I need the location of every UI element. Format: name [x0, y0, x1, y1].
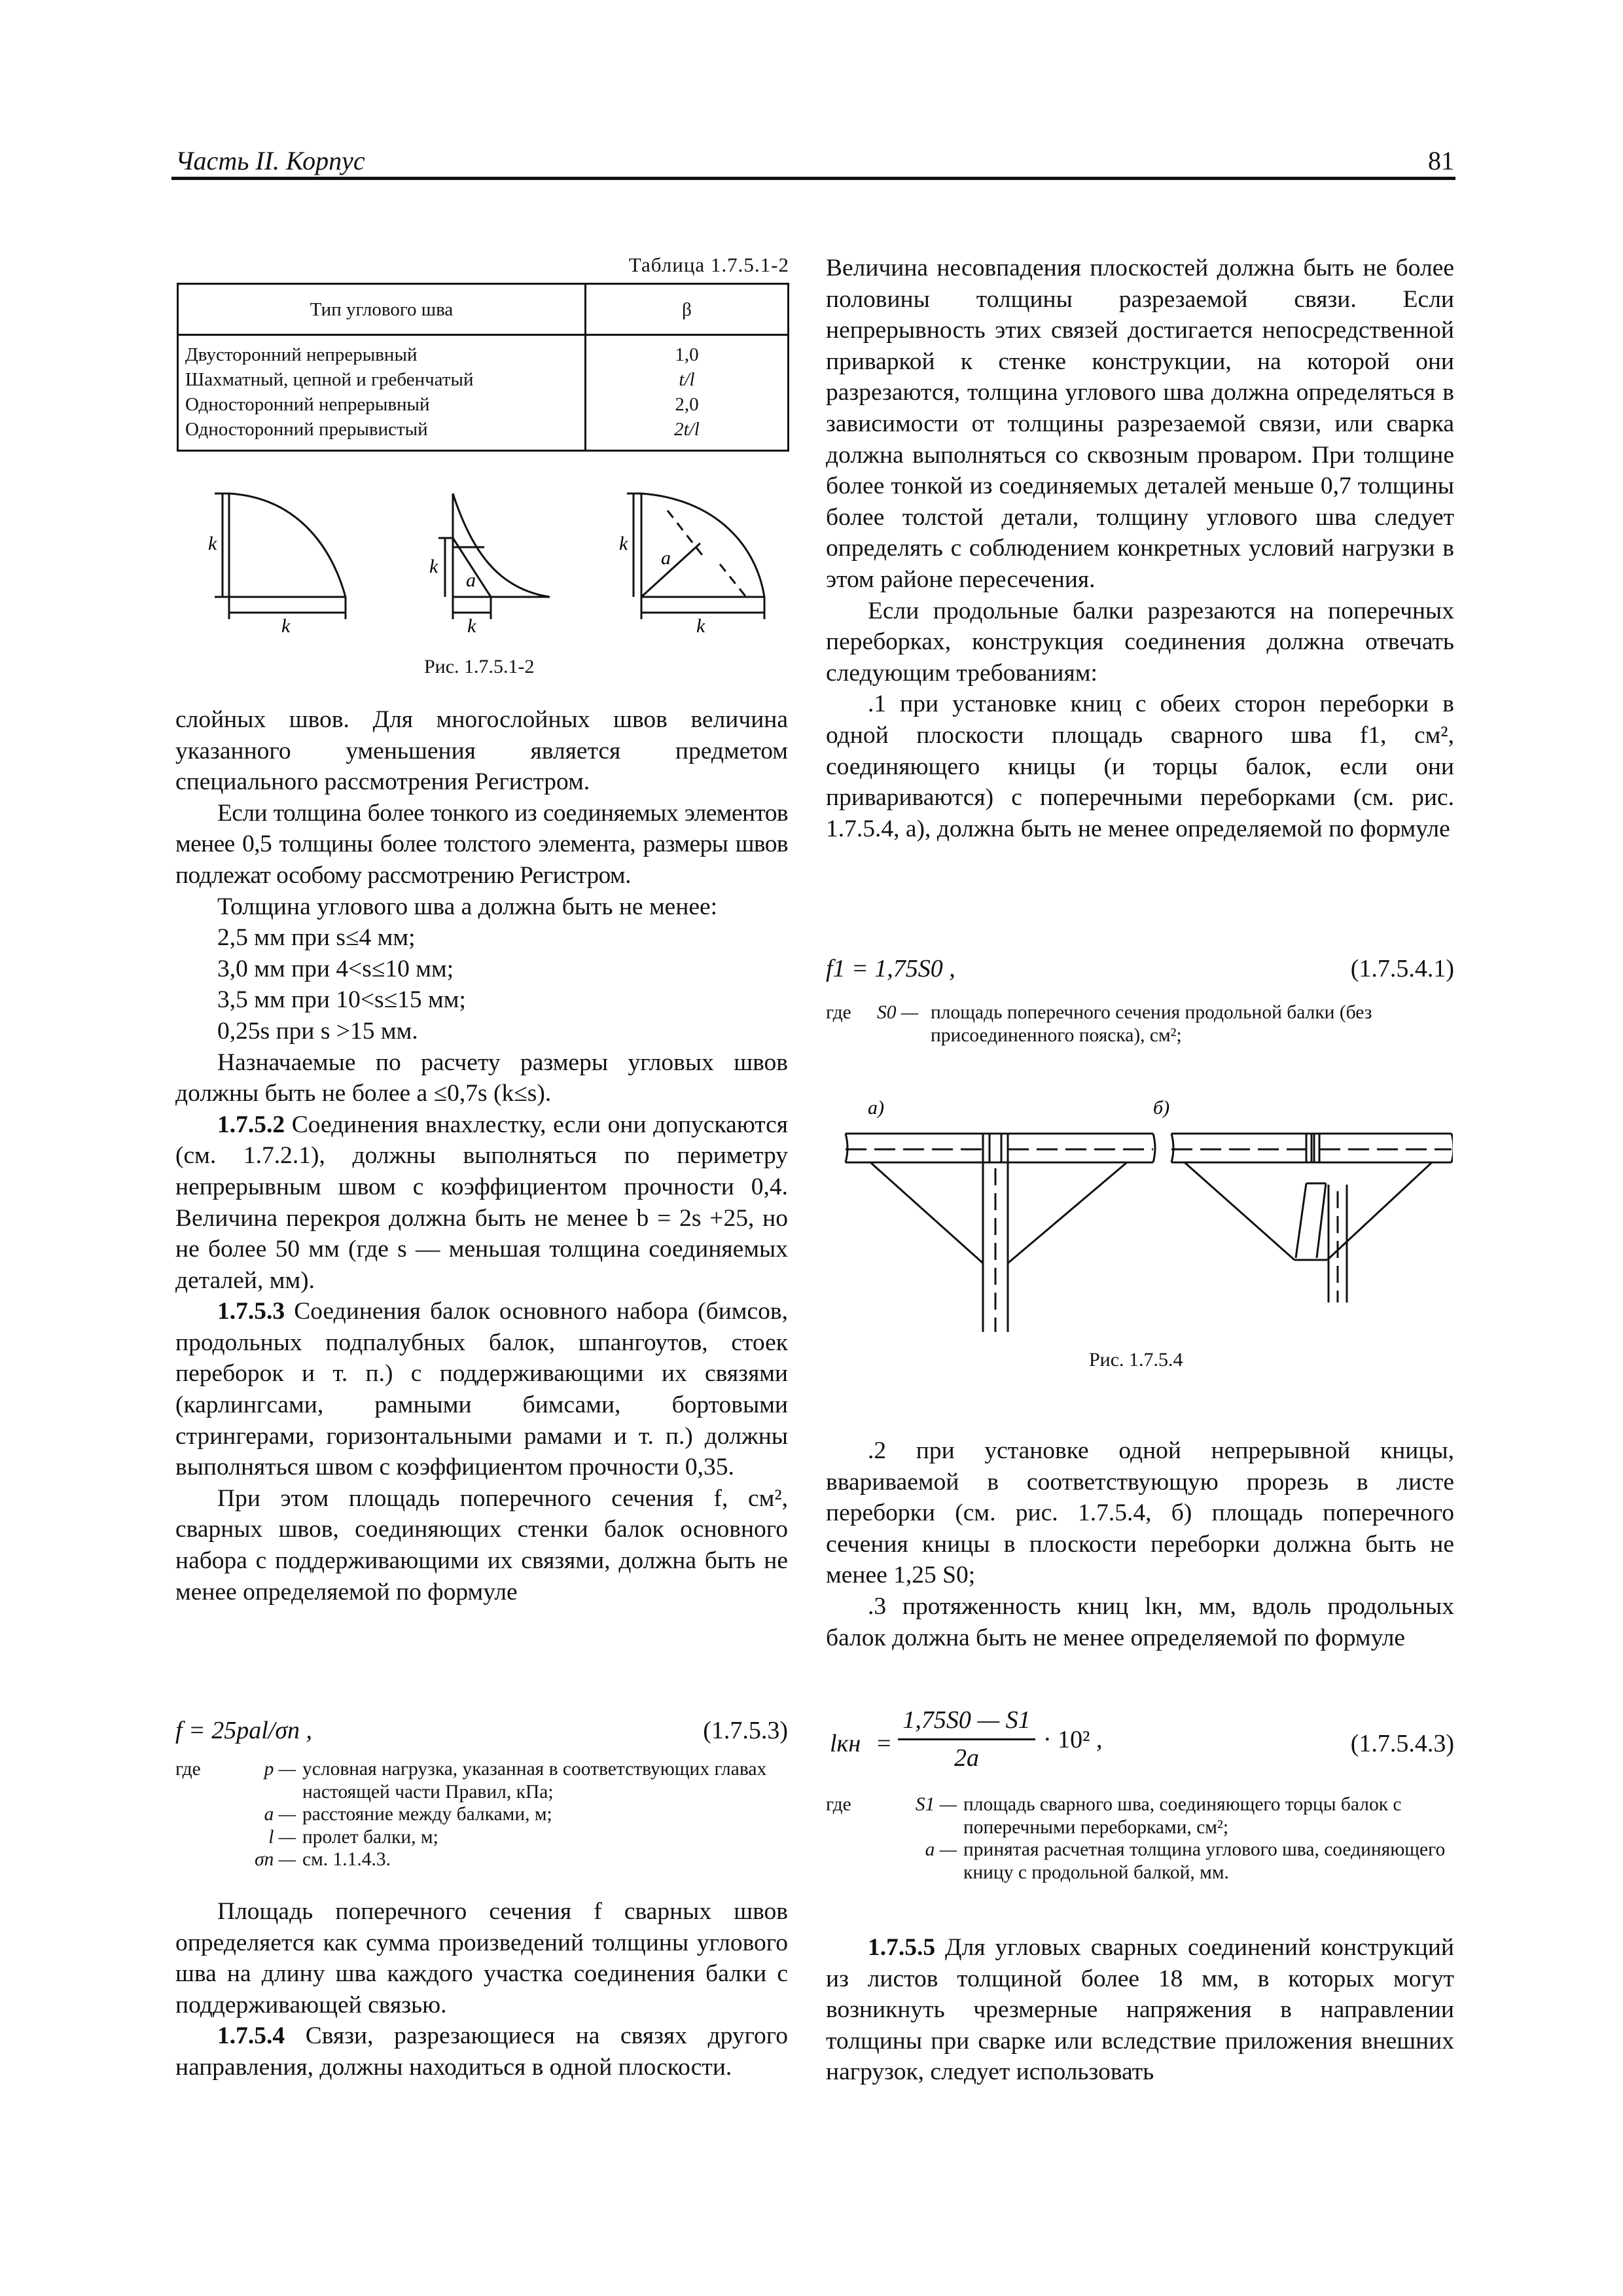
paragraph: Если толщина более тонкого из соединяемых элементов менее 0,5 толщины более толстого элемента, размеры швов подлежат особому рассмотрению Регистром. — [175, 799, 788, 889]
paragraph: Назначаемые по расчету размеры угловых швов должны быть не более a ≤0,7s (k≤s). — [175, 1049, 788, 1107]
paragraph: Величина несовпадения плоскостей должна быть не более половины толщины разрезаемой связи. Если непрерывность этих связей достигается непосредственной приваркой к стенке конструкции, на которой они разрезаются, толщина углового шва должна определяться в зависимости от толщины разрезаемой связи, или сварка должна выполняться со сквозным проваром. При толщине более тонкой из соединяемых деталей меньше 0,7 толщины более толстой детали, толщину углового шва следует определять с соблюдением конкретных условий нагрузки в этом районе пересечения. — [826, 255, 1454, 593]
table-cell: t/l — [679, 369, 695, 390]
fig1-label-k: k — [467, 615, 476, 637]
formula-definitions — [175, 1758, 788, 1871]
formula-tail: · 10² , — [1043, 1726, 1103, 1753]
page-number: 81 — [1428, 146, 1454, 175]
table-col-types — [178, 335, 586, 451]
section-number: 1.7.5.4 — [217, 2022, 285, 2050]
table-cell: 2,0 — [675, 394, 699, 415]
right-column-middle — [826, 1435, 1454, 1653]
fig2-label-b: б) — [1153, 1097, 1170, 1119]
fraction-bar — [898, 1738, 1035, 1740]
formula-1-7-5-4-1: f1 = 1,75S0 , — [826, 955, 955, 982]
where-label: где — [826, 1794, 851, 1815]
fig1-label-a: a — [466, 569, 476, 591]
formula-lhs: lкн — [830, 1730, 861, 1757]
def-text: площадь сварного шва, соединяющего торцы балок с поперечными переборками, см²; — [963, 1794, 1402, 1838]
list-item: 0,25s при s >15 мм. — [217, 1017, 418, 1045]
table-cell: Двусторонний непрерывный — [185, 344, 418, 365]
paragraph: слойных швов. Для многослойных швов величина указанного уменьшения является предметом специального рассмотрения Регистром. — [175, 706, 788, 796]
formula-number: (1.7.5.4.1) — [1350, 955, 1454, 982]
list-item: 3,5 мм при 10<s≤15 мм; — [217, 986, 466, 1014]
fig1-label-k: k — [619, 533, 628, 554]
right-column-bottom — [826, 1932, 1454, 2088]
def-text: условная нагрузка, указанная в соответствующих главах настоящей части Правил, кПа; — [302, 1759, 767, 1803]
table-cell: Односторонний прерывистый — [185, 419, 428, 440]
figure-caption: Рис. 1.7.5.1-2 — [424, 656, 535, 677]
where-label: где — [175, 1759, 201, 1780]
def-text: расстояние между балками, м; — [302, 1804, 552, 1825]
fig1-label-k: k — [281, 615, 291, 637]
paragraph — [175, 1296, 788, 1483]
table-caption: Таблица 1.7.5.1-2 — [628, 253, 789, 276]
paragraph — [175, 1109, 788, 1297]
fig1-label-k: k — [696, 615, 705, 637]
header-rule — [171, 177, 1455, 180]
def-text: пролет балки, м; — [302, 1826, 438, 1848]
fig1-label-a: a — [661, 547, 671, 569]
table-cell: Шахматный, цепной и гребенчатый — [185, 369, 474, 390]
def-symbol: a — — [264, 1804, 296, 1825]
table-header-type: Тип углового шва — [178, 284, 586, 335]
formula-denominator: 2a — [954, 1744, 979, 1772]
paragraph-text: Соединения балок основного набора (бимсов, продольных подпалубных балок, шпангоутов, стоек переборок и т. п.) с поддерживающими их связями (карлингсами, рамными бимсами, бортовыми стрингерами, горизонтальными рамами и т. п.) должны выполняться швом с коэффициентом прочности 0,35. — [175, 1298, 788, 1481]
paragraph — [175, 2020, 788, 2083]
paragraph: .1 при установке книц с обеих сторон переборки в одной плоскости площадь сварного шва f1, см², соединяющего кницы (и торцы балок, если они привариваются) с поперечными переборками (см. рис. 1.7.5.4, а), должна быть не менее определяемой по формуле — [826, 691, 1454, 842]
def-symbol: S1 — — [915, 1794, 957, 1815]
def-symbol: a — — [925, 1839, 957, 1860]
formula-definitions — [826, 1001, 1454, 1047]
def-symbol: σn — — [255, 1849, 296, 1870]
paragraph: При этом площадь поперечного сечения f, см², сварных швов, соединяющих стенки балок основного набора с поддерживающими их связями, должна быть не менее определяемой по формуле — [175, 1484, 788, 1605]
formula-number: (1.7.5.4.3) — [1350, 1730, 1454, 1757]
formula-definitions — [826, 1793, 1454, 1884]
running-header: Часть II. Корпус — [175, 146, 365, 175]
left-column — [175, 704, 788, 1607]
section-number: 1.7.5.2 — [217, 1111, 285, 1138]
fig2-label-a: а) — [868, 1097, 884, 1119]
section-number: 1.7.5.5 — [868, 1934, 936, 1961]
formula-numerator: 1,75S0 — S1 — [902, 1706, 1031, 1734]
paragraph — [826, 1932, 1454, 2088]
paragraph-text: Связи, разрезающиеся на связях другого направления, должны находиться в одной плоскости. — [175, 2022, 788, 2081]
right-column — [826, 253, 1454, 844]
def-text: см. 1.1.4.3. — [302, 1849, 391, 1870]
table-cell: Односторонний непрерывный — [185, 394, 430, 415]
paragraph: .3 протяженность книц lкн, мм, вдоль продольных балок должна быть не менее определяемой по формуле — [826, 1592, 1454, 1651]
formula-number: (1.7.5.3) — [703, 1717, 788, 1744]
def-symbol: l — — [268, 1826, 296, 1848]
formula-1-7-5-3: f = 25pal/σn , — [175, 1717, 313, 1744]
figure-caption: Рис. 1.7.5.4 — [1089, 1349, 1183, 1371]
def-text: принятая расчетная толщина углового шва, соединяющего кницу с продольной балкой, мм. — [963, 1839, 1446, 1883]
fig1-label-k: k — [429, 556, 438, 577]
bracket-figure — [844, 1086, 1453, 1368]
where-label: где — [826, 1002, 851, 1023]
list-item: 3,0 мм при 4<s≤10 мм; — [217, 955, 454, 982]
paragraph-text: Для угловых сварных соединений конструкций из листов толщиной более 18 мм, в которых могут возникнуть чрезмерные напряжения в направлении толщины при сварке или вследствие приложения внешних нагрузок, следует использовать — [826, 1934, 1454, 2086]
paragraph-text: Соединения внахлестку, если они допускаются (см. 1.7.2.1), должны выполняться по периметру непрерывным швом с коэффициентом прочности 0,4. Величина перекроя должна быть не менее b = 2s +25, но не более 50 мм (где s — меньшая толщина соединяемых деталей, мм). — [175, 1111, 788, 1294]
table-cell: 2t/l — [674, 419, 700, 440]
paragraph: Толщина углового шва а должна быть не менее: — [217, 893, 718, 920]
left-column-bottom — [175, 1896, 788, 2083]
weld-type-table — [177, 283, 789, 452]
table-col-beta — [586, 335, 789, 451]
def-symbol: p — — [264, 1759, 296, 1780]
table-cell: 1,0 — [675, 344, 699, 365]
table-header-beta: β — [586, 284, 789, 335]
paragraph: Площадь поперечного сечения f сварных швов определяется как сумма произведений толщины углового шва на длину шва каждого участка соединения балки с поддерживающей связью. — [175, 1898, 788, 2018]
fig1-label-k: k — [208, 533, 217, 554]
def-symbol: S0 — — [877, 1002, 919, 1023]
paragraph: Если продольные балки разрезаются на поперечных переборках, конструкция соединения должна отвечать следующим требованиям: — [826, 597, 1454, 687]
list-item: 2,5 мм при s≤4 мм; — [217, 924, 416, 952]
weld-profile-figure — [196, 484, 812, 641]
formula-equals: = — [877, 1730, 891, 1757]
section-number: 1.7.5.3 — [217, 1298, 285, 1325]
def-text: площадь поперечного сечения продольной балки (без присоединенного пояска), см²; — [931, 1002, 1372, 1046]
paragraph: .2 при установке одной непрерывной кницы, ввариваемой в соответствующую прорезь в листе переборки (см. рис. 1.7.5.4, б) площадь поперечного сечения кницы в плоскости переборки должна быть не менее 1,25 S0; — [826, 1437, 1454, 1589]
